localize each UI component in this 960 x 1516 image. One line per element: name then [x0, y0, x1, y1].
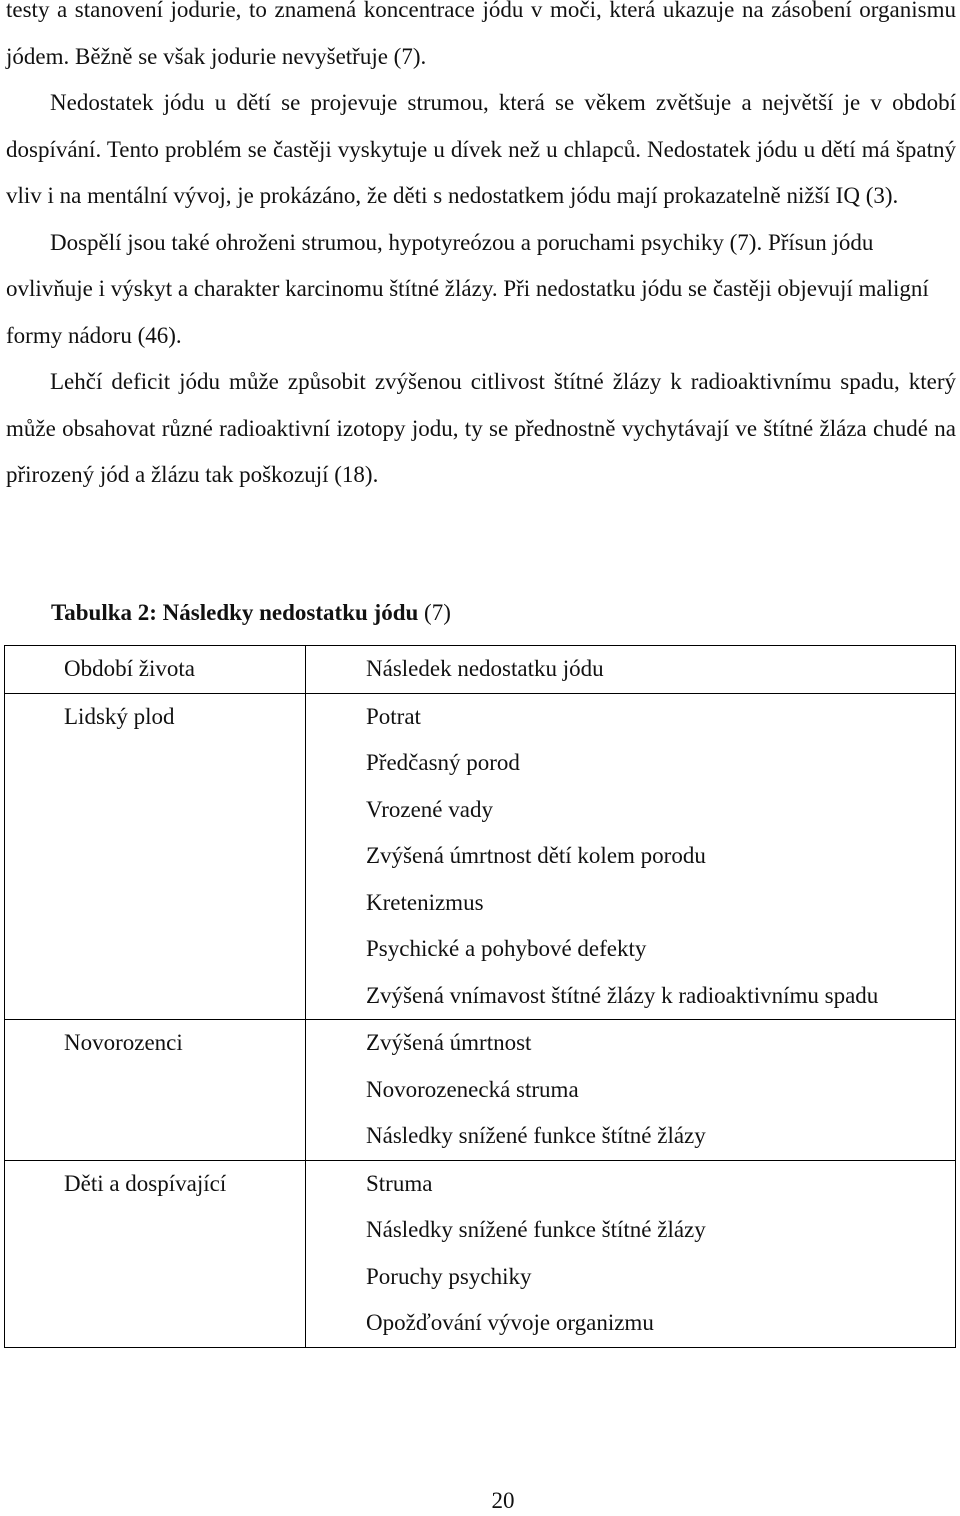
period-cell [5, 1160, 306, 1347]
consequence-item: Zvýšená vnímavost štítné žlázy k radioaktivnímu spadu [366, 982, 879, 1008]
consequence-item: Následky snížené funkce štítné žlázy [366, 1217, 706, 1242]
paragraph-3: Dospělí jsou také ohroženi strumou, hypotyreózou a poruchami psychiky (7). Přísun jódu ovlivňuje i výskyt a charakter karcinomu štítné žlázy. Při nedostatku jódu se častěji objevují maligní formy nádoru (46). [6, 229, 929, 348]
table-caption-reference: (7) [424, 600, 451, 625]
table-header-cell [5, 646, 306, 694]
consequences-table [4, 645, 956, 1348]
period-cell [5, 693, 306, 1020]
consequence-cell [306, 1020, 956, 1161]
consequence-item: Kretenizmus [366, 889, 484, 915]
header-period: Období života [64, 656, 195, 681]
paragraph-4: Lehčí deficit jódu může způsobit zvýšenou citlivost štítné žlázy k radioaktivnímu spadu, který může obsahovat různé radioaktivní izotopy jodu, ty se přednostně vychytávají ve štítné žláza chudé na přirozený jód a žlázu tak poškozují (18). [6, 369, 956, 487]
consequence-item: Poruchy psychiky [366, 1263, 532, 1289]
consequence-item: Psychické a pohybové defekty [366, 936, 647, 961]
consequence-item: Následky snížené funkce štítné žlázy [366, 1123, 706, 1148]
body-text [6, 0, 956, 499]
period-cell [5, 1020, 306, 1161]
period-label: Novorozenci [64, 1030, 183, 1055]
page-number: 20 [491, 1488, 515, 1513]
header-consequence: Následek nedostatku jódu [366, 656, 604, 681]
paragraph-2: Nedostatek jódu u dětí se projevuje strumou, která se věkem zvětšuje a největší je v období dospívání. Tento problém se častěji vyskytuje u dívek než u chlapců. Nedostatek jódu u dětí má špatný vliv i na mentální vývoj, je prokázáno, že děti s nedostatkem jódu mají prokazatelně nižší IQ (3). [6, 90, 956, 208]
table-header-cell [306, 646, 956, 694]
consequence-item: Potrat [366, 703, 421, 729]
table-caption-title: Tabulka 2: Následky nedostatku jódu [51, 600, 419, 625]
table-row [5, 1020, 956, 1161]
consequence-item: Předčasný porod [366, 750, 520, 775]
period-label: Lidský plod [64, 703, 175, 729]
consequence-item: Novorozenecká struma [366, 1076, 579, 1102]
table-row [5, 1160, 956, 1347]
table-row [5, 693, 956, 1020]
consequence-cell [306, 1160, 956, 1347]
consequence-item: Struma [366, 1170, 433, 1196]
consequence-item: Opožďování vývoje organizmu [366, 1310, 654, 1335]
consequence-cell [306, 693, 956, 1020]
consequence-item: Zvýšená úmrtnost [366, 1030, 532, 1055]
table-header-row [5, 646, 956, 694]
consequence-item: Zvýšená úmrtnost dětí kolem porodu [366, 843, 706, 868]
table-caption [51, 593, 451, 633]
consequence-item: Vrozené vady [366, 796, 493, 822]
period-label: Děti a dospívající [64, 1170, 227, 1196]
paragraph-1: testy a stanovení jodurie, to znamená koncentrace jódu v moči, která ukazuje na zásobení organismu jódem. Běžně se však jodurie nevyšetřuje (7). [6, 0, 956, 69]
